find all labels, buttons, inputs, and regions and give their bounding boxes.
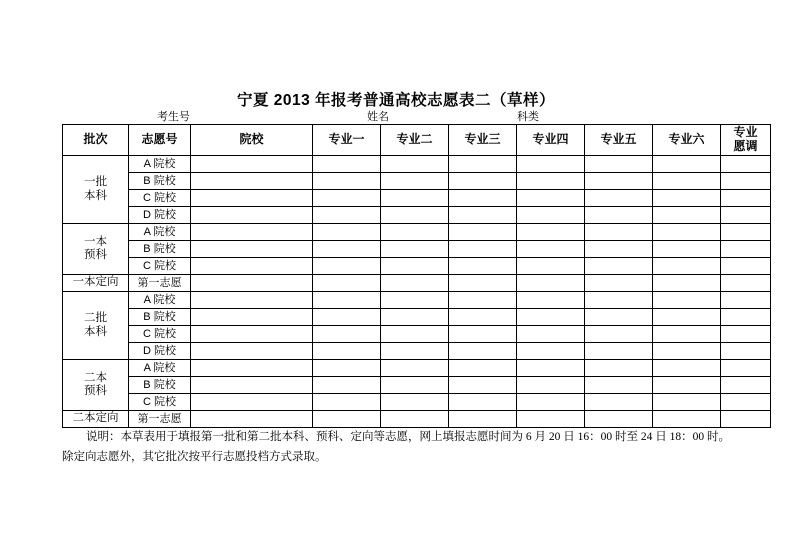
major-2-cell[interactable] [381,326,449,343]
batch-line2: 本科 [84,189,107,202]
major-3-cell[interactable] [449,275,517,292]
form-fields-row [62,108,730,124]
batch-line1: 一本 [84,235,107,248]
table-row [63,292,771,309]
table-row [63,394,771,411]
note-line-2: 除定向志愿外，其它批次按平行志愿投档方式录取。 [62,450,327,463]
major-6-cell[interactable] [653,360,721,377]
major-3-cell[interactable] [449,207,517,224]
table-row [63,360,771,377]
major-1-cell[interactable] [313,326,381,343]
batch-line2: 预科 [84,385,107,397]
major-3-cell[interactable] [449,190,517,207]
table-row [63,156,771,173]
major-4-cell[interactable] [517,326,585,343]
major-2-cell[interactable] [381,394,449,411]
choice-cell: B 院校 [129,241,191,258]
school-cell[interactable] [191,394,313,411]
major-5-cell[interactable] [585,326,653,343]
major-2-cell[interactable] [381,224,449,241]
major-2-cell[interactable] [381,309,449,326]
major-1-cell[interactable] [313,309,381,326]
major-adjust-cell[interactable] [721,173,771,190]
major-1-cell[interactable] [313,411,381,428]
major-1-cell[interactable] [313,241,381,258]
major-3-cell[interactable] [449,224,517,241]
major-6-cell[interactable] [653,173,721,190]
major-1-cell[interactable] [313,394,381,411]
table-row [63,377,771,394]
school-cell[interactable] [191,309,313,326]
school-cell[interactable] [191,190,313,207]
school-cell[interactable] [191,326,313,343]
major-adjust-cell[interactable] [721,224,771,241]
school-cell[interactable] [191,292,313,309]
table-row [63,343,771,360]
major-3-cell[interactable] [449,241,517,258]
choice-cell: A 院校 [129,156,191,173]
major-2-cell[interactable] [381,411,449,428]
major-6-cell[interactable] [653,224,721,241]
major-1-cell[interactable] [313,377,381,394]
major-2-cell[interactable] [381,360,449,377]
major-1-cell[interactable] [313,275,381,292]
choice-cell: B 院校 [129,377,191,394]
major-adjust-cell[interactable] [721,190,771,207]
major-5-cell[interactable] [585,224,653,241]
table-row [63,275,771,292]
choice-cell: D 院校 [129,207,191,224]
batch-line2: 预科 [84,249,107,261]
major-adjust-cell[interactable] [721,309,771,326]
choice-cell: A 院校 [129,360,191,377]
header-major-5: 专业五 [585,125,653,156]
volunteer-table [62,124,771,428]
choice-cell: A 院校 [129,292,191,309]
major-5-cell[interactable] [585,292,653,309]
school-cell[interactable] [191,377,313,394]
major-2-cell[interactable] [381,156,449,173]
header-school: 院校 [191,125,313,156]
major-2-cell[interactable] [381,190,449,207]
major-1-cell[interactable] [313,343,381,360]
major-2-cell[interactable] [381,343,449,360]
major-4-cell[interactable] [517,241,585,258]
major-2-cell[interactable] [381,377,449,394]
choice-cell: D 院校 [129,343,191,360]
batch-line1: 一批 [84,176,107,189]
major-6-cell[interactable] [653,207,721,224]
batch-line1: 二批 [84,312,107,325]
major-adjust-cell[interactable] [721,241,771,258]
major-4-cell[interactable] [517,156,585,173]
school-cell[interactable] [191,275,313,292]
page-title: 宁夏 2013 年报考普通高校志愿表二（草样） [236,92,556,109]
header-major-4: 专业四 [517,125,585,156]
batch-line2: 本科 [84,325,107,338]
major-5-cell[interactable] [585,258,653,275]
major-4-cell[interactable] [517,224,585,241]
major-1-cell[interactable] [313,190,381,207]
choice-cell: 第一志愿 [129,411,191,428]
choice-cell: 第一志愿 [129,275,191,292]
major-4-cell[interactable] [517,275,585,292]
table-row [63,309,771,326]
major-adjust-cell[interactable] [721,360,771,377]
table-row [63,258,771,275]
major-4-cell[interactable] [517,411,585,428]
major-5-cell[interactable] [585,241,653,258]
batch-cell-3: 一本定向 [63,275,129,292]
major-1-cell[interactable] [313,360,381,377]
major-4-cell[interactable] [517,309,585,326]
header-major-adjust [721,125,771,156]
major-2-cell[interactable] [381,275,449,292]
major-3-cell[interactable] [449,377,517,394]
major-2-cell[interactable] [381,173,449,190]
major-5-cell[interactable] [585,343,653,360]
school-cell[interactable] [191,224,313,241]
major-4-cell[interactable] [517,173,585,190]
batch-cell-2 [63,224,129,275]
major-6-cell[interactable] [653,190,721,207]
major-adjust-cell[interactable] [721,207,771,224]
table-row [63,326,771,343]
major-6-cell[interactable] [653,394,721,411]
major-3-cell[interactable] [449,411,517,428]
major-6-cell[interactable] [653,275,721,292]
major-1-cell[interactable] [313,292,381,309]
major-1-cell[interactable] [313,258,381,275]
school-cell[interactable] [191,360,313,377]
table-row [63,241,771,258]
major-1-cell[interactable] [313,224,381,241]
major-5-cell[interactable] [585,190,653,207]
header-batch: 批次 [63,125,129,156]
note-line-1: 说明：本草表用于填报第一批和第二批本科、预科、定向等志愿，网上填报志愿时间为 6 月 20 日 16：00 时至 24 日 18：00 时。 [86,431,730,443]
field-label-kaoshenghao: 考生号 [157,111,190,123]
major-6-cell[interactable] [653,258,721,275]
header-major-3: 专业三 [449,125,517,156]
major-3-cell[interactable] [449,309,517,326]
major-adjust-cell[interactable] [721,394,771,411]
major-5-cell[interactable] [585,275,653,292]
choice-cell: C 院校 [129,326,191,343]
field-label-kelei: 科类 [517,111,539,123]
school-cell[interactable] [191,411,313,428]
major-1-cell[interactable] [313,207,381,224]
major-2-cell[interactable] [381,258,449,275]
major-6-cell[interactable] [653,326,721,343]
header-major-adjust-line2: 愿调 [733,139,758,153]
major-2-cell[interactable] [381,292,449,309]
major-6-cell[interactable] [653,309,721,326]
school-cell[interactable] [191,173,313,190]
major-1-cell[interactable] [313,156,381,173]
major-adjust-cell[interactable] [721,377,771,394]
major-4-cell[interactable] [517,394,585,411]
choice-cell: C 院校 [129,394,191,411]
batch-cell-5 [63,360,129,411]
header-choice-no: 志愿号 [129,125,191,156]
major-3-cell[interactable] [449,394,517,411]
field-label-xingming: 姓名 [367,111,389,123]
major-5-cell[interactable] [585,207,653,224]
choice-cell: B 院校 [129,173,191,190]
choice-cell: C 院校 [129,258,191,275]
batch-cell-4 [63,292,129,360]
major-4-cell[interactable] [517,258,585,275]
major-4-cell[interactable] [517,343,585,360]
major-4-cell[interactable] [517,292,585,309]
choice-cell: C 院校 [129,190,191,207]
note-block [62,428,734,467]
table-row [63,411,771,428]
major-6-cell[interactable] [653,156,721,173]
major-adjust-cell[interactable] [721,275,771,292]
table-row [63,173,771,190]
batch-line1: 二本 [84,371,107,384]
table-row [63,224,771,241]
school-cell[interactable] [191,156,313,173]
header-major-adjust-line1: 专业 [733,125,758,140]
major-5-cell[interactable] [585,411,653,428]
major-5-cell[interactable] [585,173,653,190]
major-3-cell[interactable] [449,292,517,309]
major-3-cell[interactable] [449,173,517,190]
major-5-cell[interactable] [585,394,653,411]
major-adjust-cell[interactable] [721,343,771,360]
major-6-cell[interactable] [653,377,721,394]
header-major-6: 专业六 [653,125,721,156]
major-3-cell[interactable] [449,343,517,360]
major-adjust-cell[interactable] [721,411,771,428]
major-6-cell[interactable] [653,241,721,258]
major-5-cell[interactable] [585,309,653,326]
major-6-cell[interactable] [653,292,721,309]
major-adjust-cell[interactable] [721,292,771,309]
header-major-2: 专业二 [381,125,449,156]
major-3-cell[interactable] [449,258,517,275]
major-5-cell[interactable] [585,377,653,394]
major-4-cell[interactable] [517,190,585,207]
major-4-cell[interactable] [517,377,585,394]
major-6-cell[interactable] [653,343,721,360]
major-4-cell[interactable] [517,207,585,224]
major-6-cell[interactable] [653,411,721,428]
school-cell[interactable] [191,343,313,360]
major-adjust-cell[interactable] [721,156,771,173]
major-adjust-cell[interactable] [721,258,771,275]
choice-cell: A 院校 [129,224,191,241]
major-2-cell[interactable] [381,241,449,258]
major-3-cell[interactable] [449,156,517,173]
batch-cell-1 [63,156,129,224]
school-cell[interactable] [191,207,313,224]
choice-cell: B 院校 [129,309,191,326]
major-2-cell[interactable] [381,207,449,224]
major-5-cell[interactable] [585,360,653,377]
table-row [63,207,771,224]
batch-cell-6: 二本定向 [63,411,129,428]
major-adjust-cell[interactable] [721,326,771,343]
major-5-cell[interactable] [585,156,653,173]
school-cell[interactable] [191,258,313,275]
table-header-row [63,125,771,156]
major-4-cell[interactable] [517,360,585,377]
table-row [63,190,771,207]
header-major-1: 专业一 [313,125,381,156]
school-cell[interactable] [191,241,313,258]
major-1-cell[interactable] [313,173,381,190]
major-3-cell[interactable] [449,326,517,343]
major-3-cell[interactable] [449,360,517,377]
